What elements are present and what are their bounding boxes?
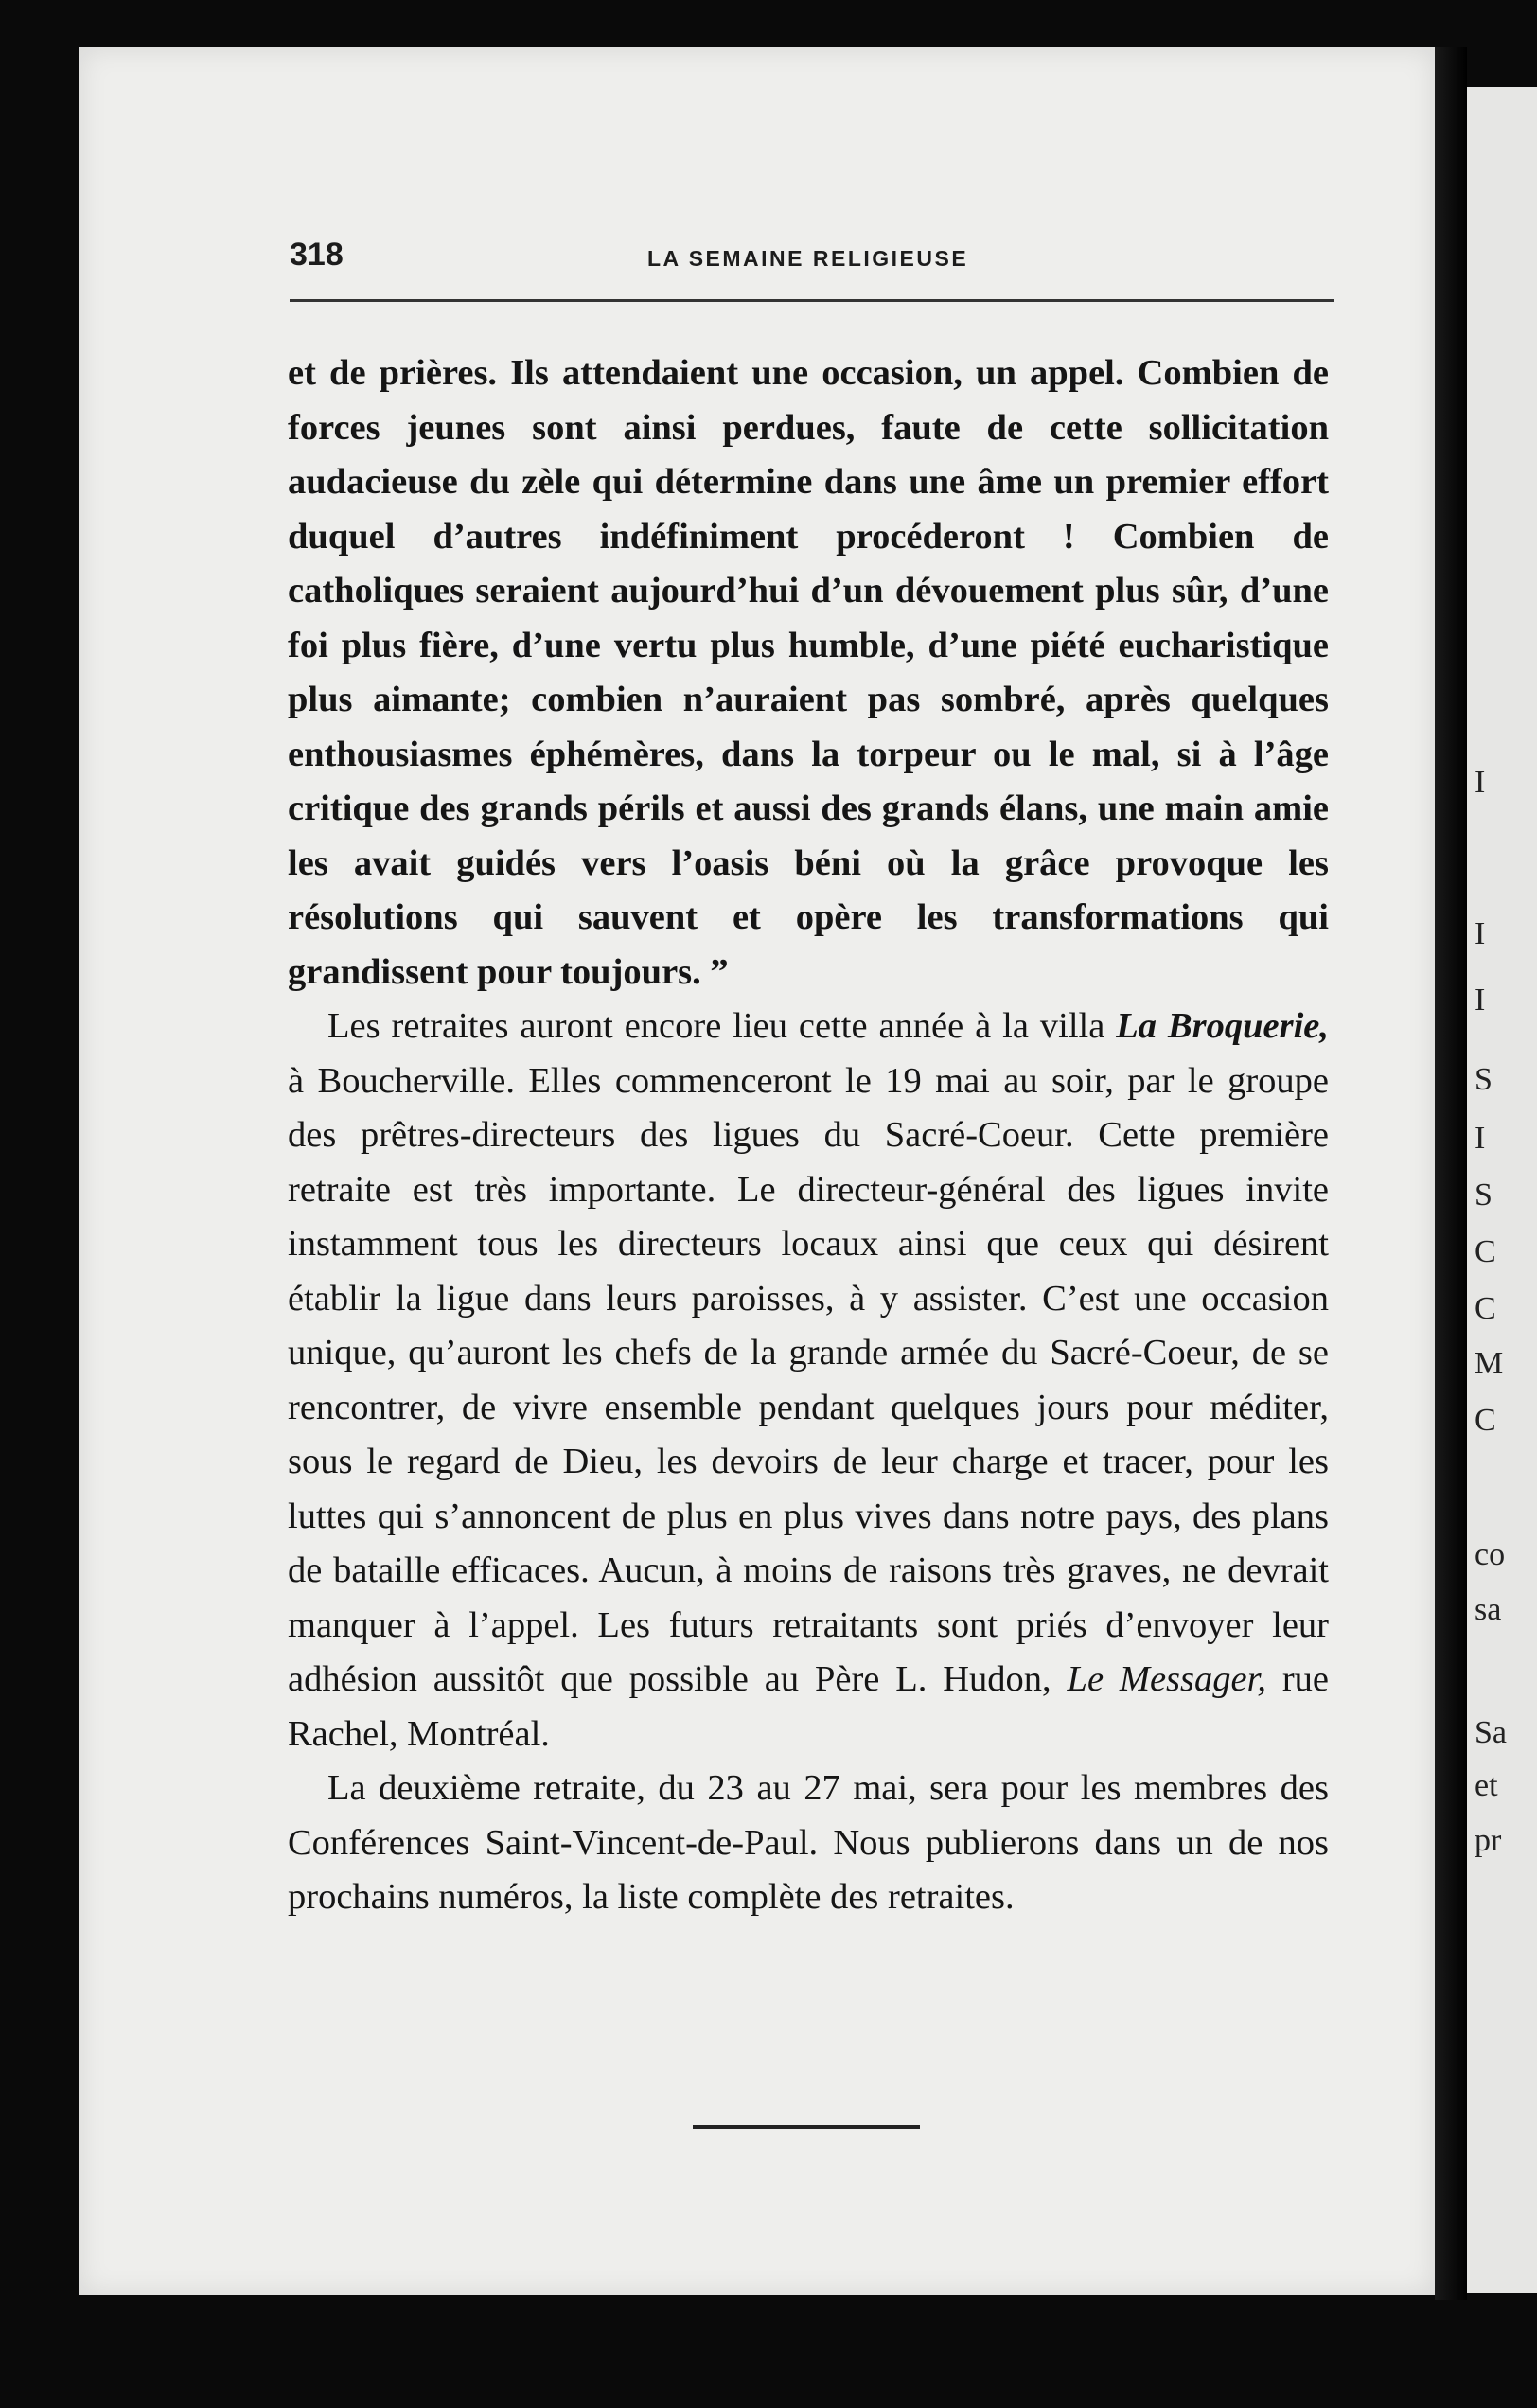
adjacent-fragment: et <box>1475 1768 1498 1803</box>
paragraph-1: et de prières. Ils attendaient une occasion, un appel. Combien de forces jeunes sont ainsi perdues, faute de cette sollicitation audacieuse du zèle qui détermine dans une âme un premier effort duquel d’autres indéfiniment procéderont ! Combien de catholiques seraient aujourd’hui d’un dévouement plus sûr, d’une foi plus fière, d’une vertu plus humble, d’une piété eucharistique plus aimante; combien n’auraient pas sombré, après quelques enthousiasmes éphémères, dans la torpeur ou le mal, si à l’âge critique des grands périls et aussi des grands élans, une main amie les avait guidés vers l’oasis béni où la grâce provoque les résolutions qui sauvent et opère les transformations qui grandissent pour toujours. ” <box>288 353 1329 992</box>
paragraph-2-text-c: rue Rachel, Montréal. <box>288 1659 1329 1754</box>
adjacent-fragment: I <box>1475 983 1486 1018</box>
adjacent-fragment: I <box>1475 916 1486 951</box>
adjacent-fragment: pr <box>1475 1823 1502 1858</box>
adjacent-fragment: I <box>1475 765 1486 800</box>
adjacent-fragment: Sa <box>1475 1715 1507 1750</box>
paragraph-2-text-a: Les retraites auront encore lieu cette année à la villa <box>327 1006 1117 1046</box>
adjacent-fragment: C <box>1475 1403 1496 1438</box>
adjacent-fragment: S <box>1475 1062 1493 1097</box>
paragraph-2 <box>288 1000 1329 1762</box>
adjacent-fragment: co <box>1475 1537 1506 1572</box>
publication-name: Le Messager, <box>1067 1659 1266 1699</box>
page-number: 318 <box>290 237 344 273</box>
adjacent-fragment: sa <box>1475 1592 1502 1627</box>
page-header <box>290 237 1334 286</box>
paragraph-3: La deuxième retraite, du 23 au 27 mai, sera pour les membres des Conférences Saint-Vincent-de-Paul. Nous publierons dans un de nos prochains numéros, la liste complète des retraites. <box>288 1768 1329 1917</box>
adjacent-page-edge <box>1467 87 1537 2293</box>
adjacent-fragment: C <box>1475 1234 1496 1269</box>
adjacent-fragment: S <box>1475 1177 1493 1213</box>
body-text <box>288 346 1329 1925</box>
adjacent-fragment: C <box>1475 1291 1496 1326</box>
paragraph-2-text-b: à Boucherville. Elles commenceront le 19 mai au soir, par le groupe des prêtres-directeurs des ligues du Sacré-Coeur. Cette première retraite est très importante. Le directeur-général des ligues invite instamment tous les directeurs locaux ainsi que ceux qui désirent établir la ligue dans leurs paroisses, à y assister. C’est une occasion unique, qu’auront les chefs de la grande armée du Sacré-Coeur, de se rencontrer, de vivre ensemble pendant quelques jours pour méditer, sous le regard de Dieu, les devoirs de leur charge et tracer, pour les luttes qui s’annoncent de plus en plus vives dans notre pays, des plans de bataille efficaces. Aucun, à moins de raisons très graves, ne devrait manquer à l’appel. Les futurs retraitants sont priés d’envoyer leur adhésion aussitôt que possible au Père L. Hudon, <box>288 1060 1329 1699</box>
book-gutter <box>1435 47 1467 2300</box>
header-rule <box>290 299 1334 302</box>
running-head: LA SEMAINE RELIGIEUSE <box>647 246 969 271</box>
adjacent-fragment: M <box>1475 1346 1504 1381</box>
adjacent-fragment: I <box>1475 1121 1486 1156</box>
villa-name: La Broquerie, <box>1116 1006 1329 1046</box>
end-rule <box>693 2125 920 2129</box>
